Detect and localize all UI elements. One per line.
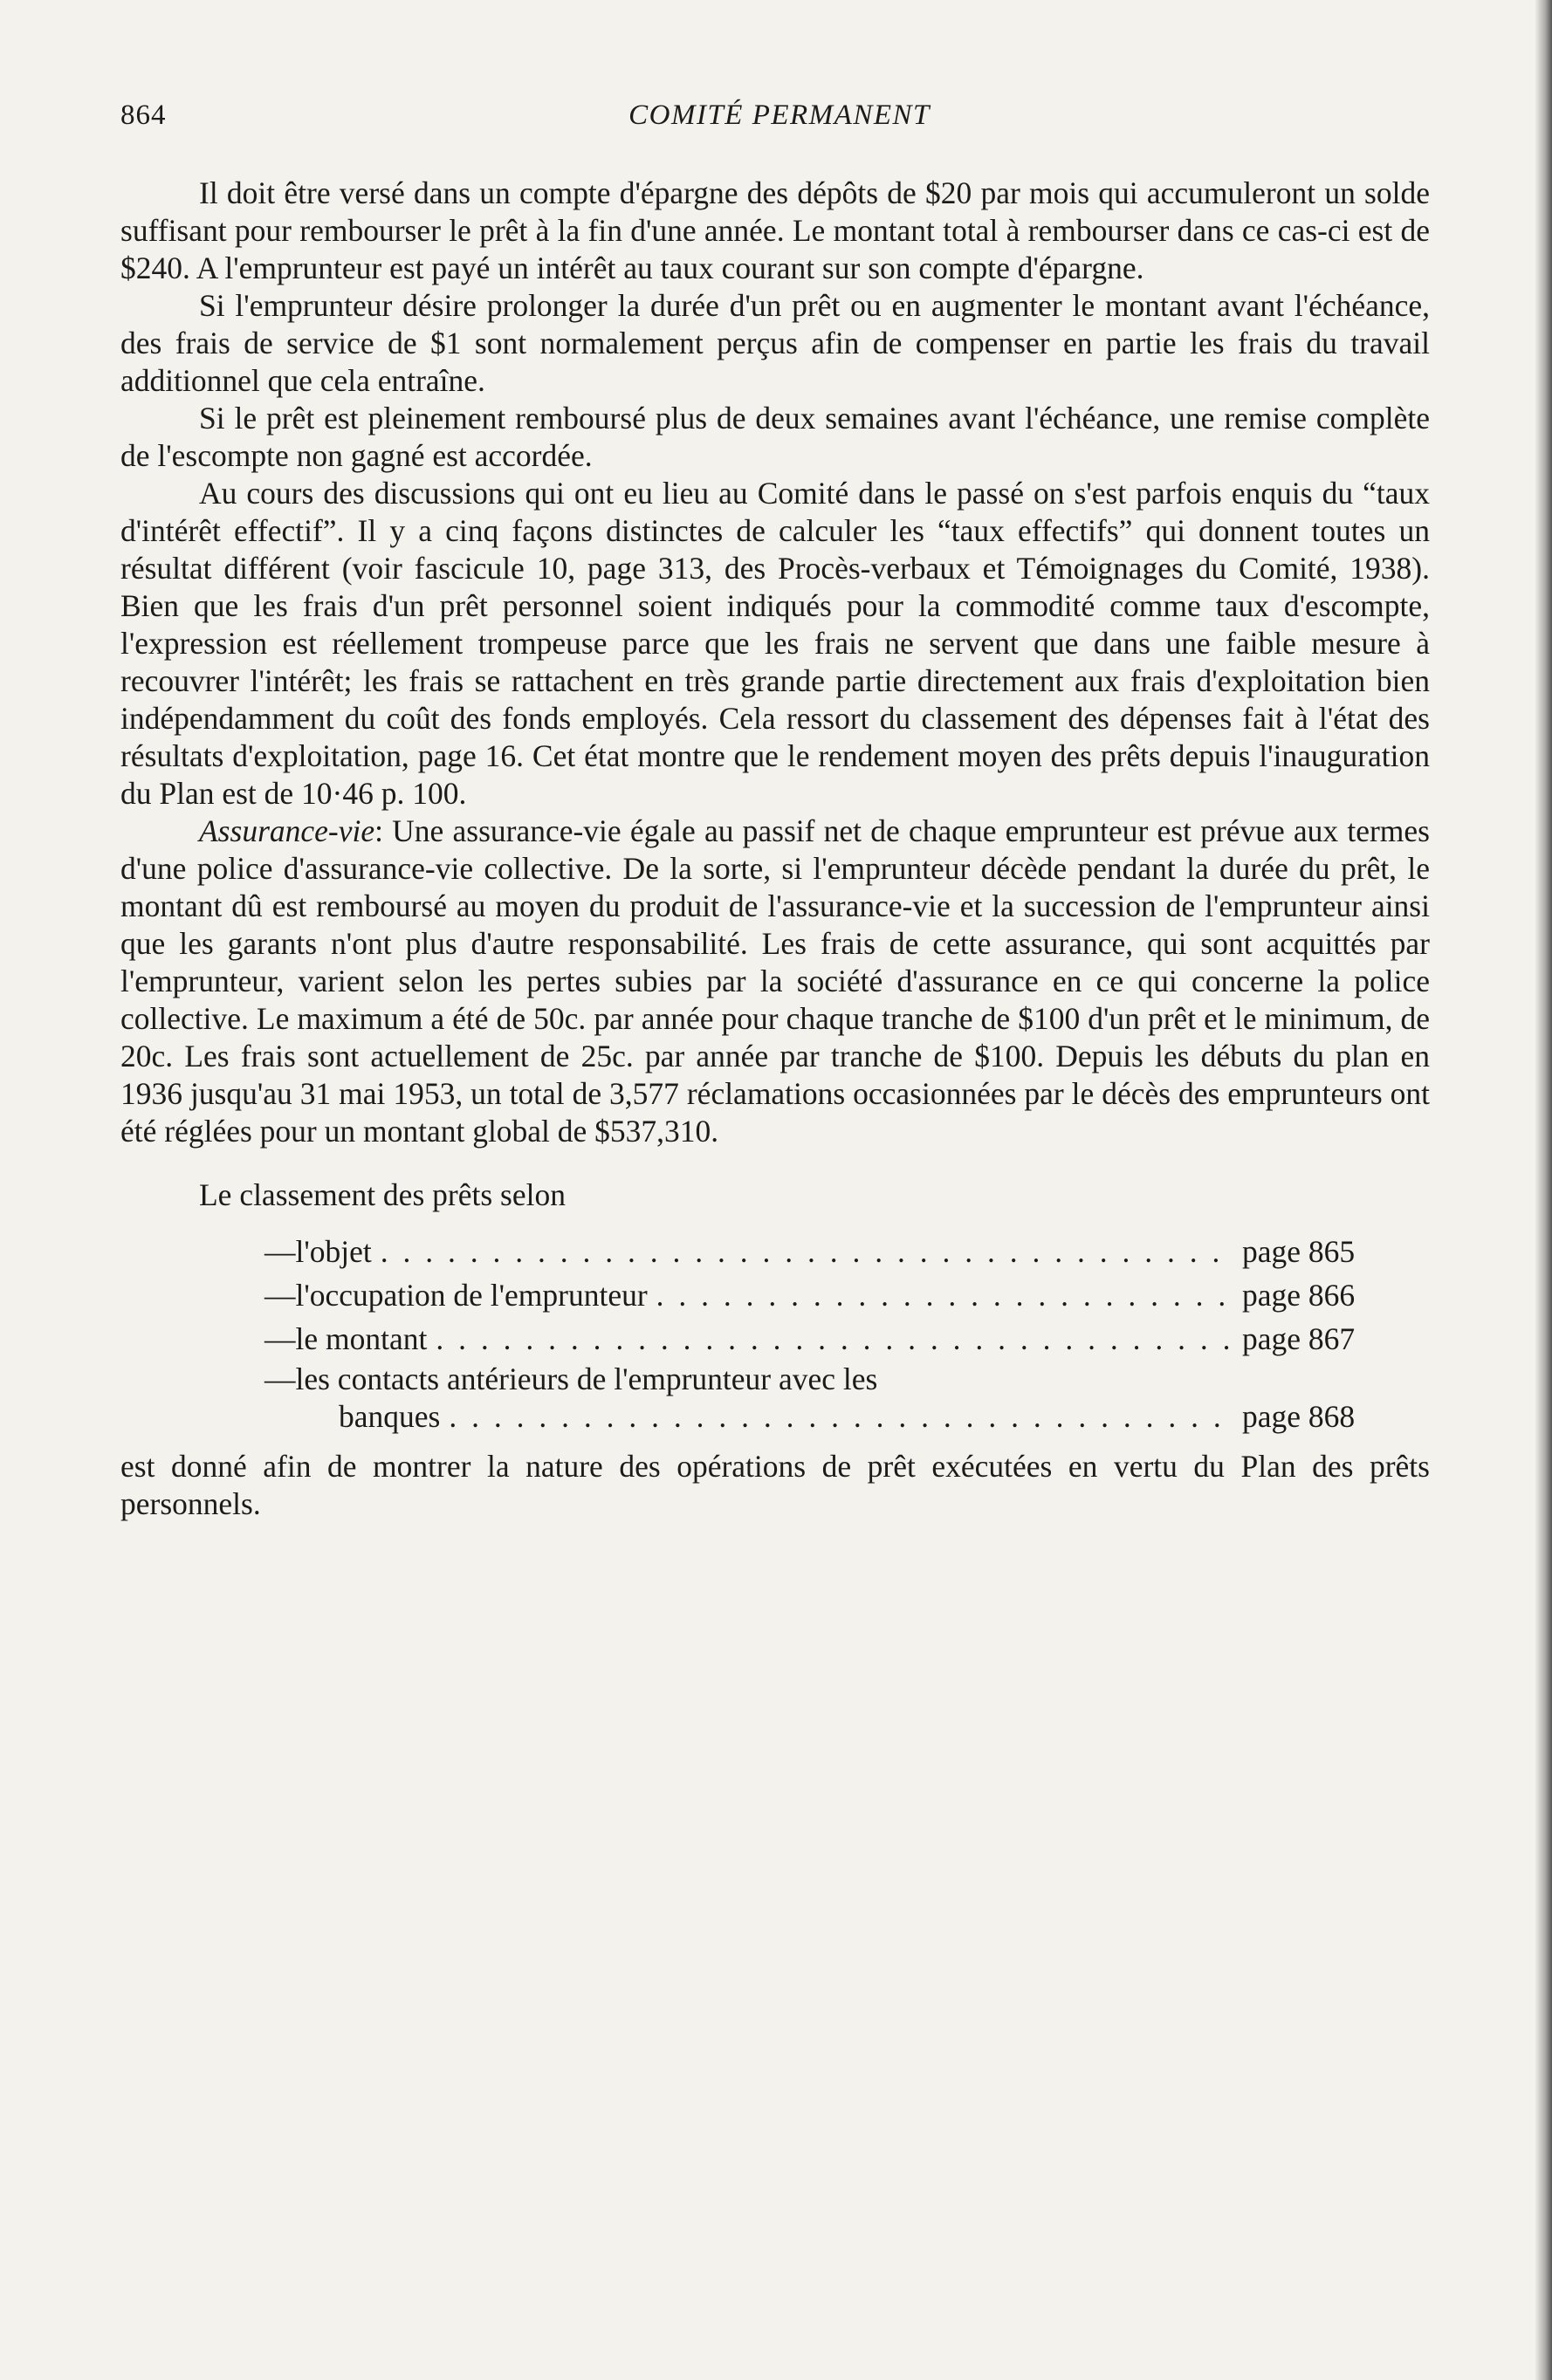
list-item-page: page 865 — [1242, 1234, 1356, 1269]
paragraph-savings-deposits: Il doit être versé dans un compte d'épargne des dépôts de $20 par mois qui accumuleront un solde suffisant pour rembourser le prêt à la fin d'une année. Le montant total à rembourser dans ce cas-ci est de $240. A l'emprunteur est payé un intérêt au taux courant sur son compte d'épargne. — [120, 175, 1430, 285]
running-title: COMITÉ PERMANENT — [628, 99, 931, 131]
list-item — [264, 1361, 1399, 1436]
list-item-label: —l'objet — [264, 1234, 372, 1269]
closing-paragraph: est donné afin de montrer la nature des opérations de prêt exécutées en vertu du Plan des prêts personnels. — [120, 1449, 1430, 1521]
page-header — [120, 99, 1439, 143]
dot-leader — [449, 1398, 1233, 1436]
page-number: 864 — [120, 99, 167, 131]
list-item — [264, 1317, 1399, 1361]
page-edge-shadow — [1535, 0, 1552, 2380]
insurance-term: Assurance-vie — [199, 813, 375, 848]
body-text — [120, 175, 1430, 1523]
classification-list — [120, 1230, 1430, 1436]
paragraph-early-repayment: Si le prêt est pleinement remboursé plus de deux semaines avant l'échéance, une remise complète de l'escompte non gagné est accordée. — [120, 401, 1430, 473]
list-item — [264, 1273, 1399, 1317]
list-item-label: —le montant — [264, 1321, 428, 1356]
paragraph-service-fee: Si l'emprunteur désire prolonger la durée d'un prêt ou en augmenter le montant avant l'échéance, des frais de service de $1 sont normalement perçus afin de compenser en partie les frais du travail additionnel que cela entraîne. — [120, 288, 1430, 398]
paragraph-life-insurance — [120, 813, 1430, 1150]
list-item-label: —l'occupation de l'emprunteur — [264, 1278, 648, 1313]
list-item-row — [264, 1398, 1399, 1436]
paragraph-effective-rate: Au cours des discussions qui ont eu lieu au Comité dans le passé on s'est parfois enquis du “taux d'intérêt effectif”. Il y a cinq façons distinctes de calculer les “taux effectifs” qui donnent toutes un résultat différent (voir fascicule 10, page 313, des Procès-verbaux et Témoignages du Comité, 1938). Bien que les frais d'un prêt personnel soient indiqués pour la commodité comme taux d'escompte, l'expression est réellement trompeuse parce que les frais ne servent que dans une faible mesure à recouvrer l'intérêt; les frais se rattachent en très grande partie directement aux frais d'exploitation bien indépendamment du coût des fonds employés. Cela ressort du classement des dépenses fait à l'état des résultats d'exploitation, page 16. Cet état montre que le rendement moyen des prêts depuis l'inauguration du Plan est de 10·46 p. 100. — [120, 476, 1430, 811]
list-item-page: page 867 — [1242, 1321, 1356, 1356]
dot-leader — [381, 1230, 1233, 1273]
classification-intro: Le classement des prêts selon — [199, 1177, 566, 1212]
dot-leader — [656, 1273, 1233, 1317]
insurance-text: : Une assurance-vie égale au passif net de chaque emprunteur est prévue aux termes d'une police d'assurance-vie collective. De la sorte, si l'emprunteur décède pendant la durée du prêt, le montant dû est remboursé au moyen du produit de l'assurance-vie et la succession de l'emprunteur ainsi que les garants n'ont plus d'autre responsabilité. Les frais de cette assurance, qui sont acquittés par l'emprunteur, varient selon les pertes subies par la société d'assurance en ce qui concerne la police collective. Le maximum a été de 50c. par année pour chaque tranche de $100 d'un prêt et le minimum, de 20c. Les frais sont actuellement de 25c. par année par tranche de $100. Depuis les débuts du plan en 1936 jusqu'au 31 mai 1953, un total de 3,577 réclamations occasionnées par le décès des emprunteurs ont été réglées pour un montant global de $537,310. — [120, 813, 1430, 1149]
list-item — [264, 1230, 1399, 1273]
list-item-label-line1: —les contacts antérieurs de l'emprunteur avec les — [264, 1361, 878, 1396]
list-item-label-line2: banques — [339, 1399, 441, 1434]
list-item-page: page 866 — [1242, 1278, 1356, 1313]
list-item-page: page 868 — [1242, 1399, 1356, 1434]
dot-leader — [436, 1317, 1233, 1361]
